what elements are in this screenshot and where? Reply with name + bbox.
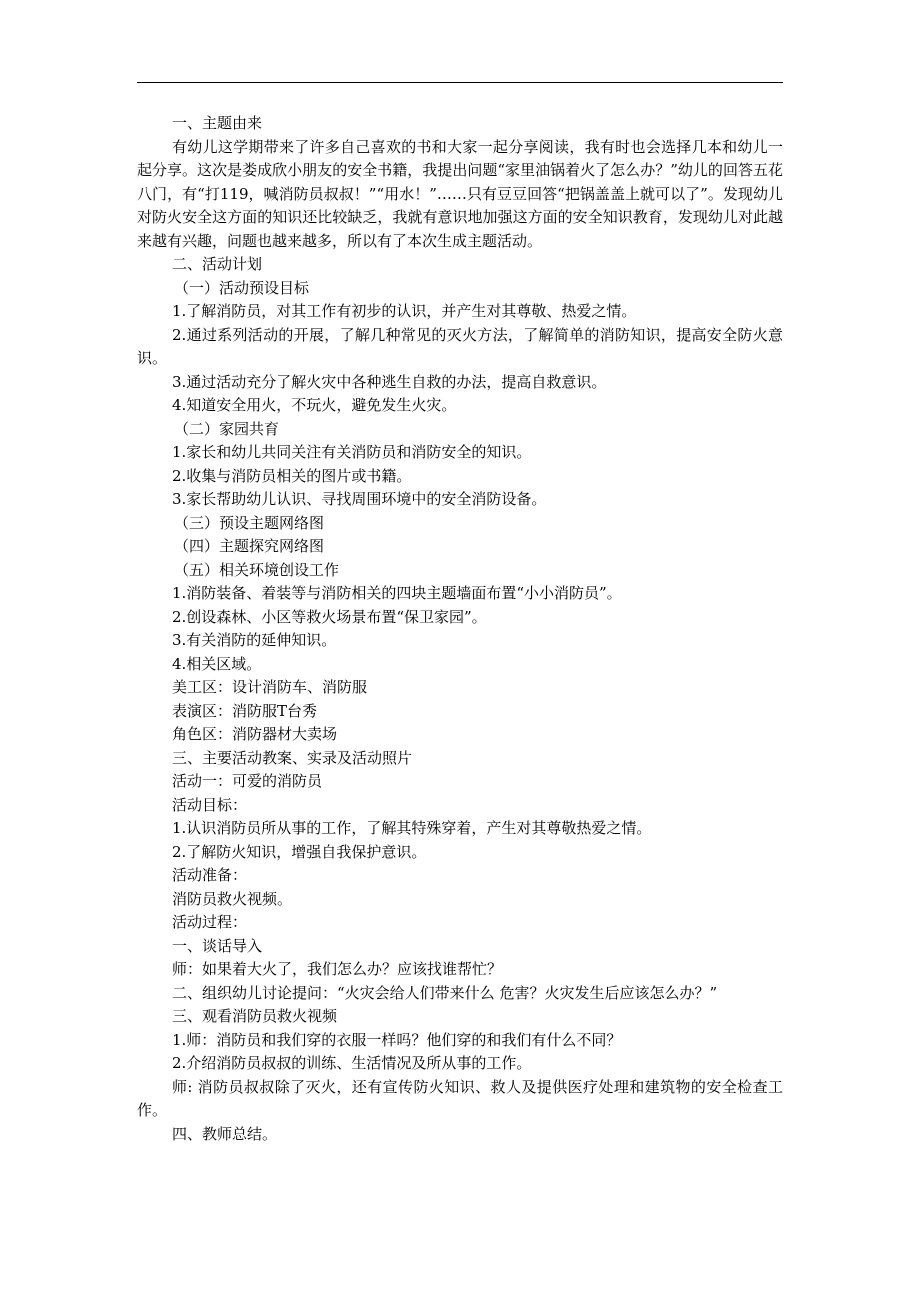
paragraph: 三、主要活动教案、实录及活动照片 bbox=[172, 748, 413, 767]
paragraph: 1.家长和幼儿共同关注有关消防员和消防安全的知识。 bbox=[172, 443, 532, 461]
paragraph: （五）相关环境创设工作 bbox=[174, 560, 340, 579]
paragraph: 2.通过系列活动的开展，了解几种常见的灭火方法，了解简单的消防知识，提高安全防火意识。 bbox=[137, 325, 783, 367]
paragraph: 活动过程： bbox=[172, 913, 248, 931]
paragraph: （二）家园共育 bbox=[174, 419, 280, 438]
paragraph: 2.创设森林、小区等救火场景布置“保卫家园”。 bbox=[172, 607, 487, 626]
paragraph: 有幼儿这学期带来了许多自己喜欢的书和大家一起分享阅读，我有时也会选择几本和幼儿一起分享。这次是娄成欣小朋友的安全书籍，我提出问题“家里油锅着火了怎么办？”幼儿的回答五花八门，有“打119，喊消防员叔叔！”“用水！”……只有豆豆回答“把锅盖盖上就可以了”。发现幼儿对防火安全这方面的知识还比较缺乏，我就有意识地加强这方面的安全知识教育，发现幼儿对此越来越有兴趣，问题也越来越多，所以有了本次生成主题活动。 bbox=[137, 137, 783, 250]
paragraph: 2.介绍消防员叔叔的训练、生活情况及所从事的工作。 bbox=[172, 1054, 532, 1072]
paragraph: 师: 消防员叔叔除了灭火，还有宣传防火知识、救人及提供医疗处理和建筑物的安全检查工作。 bbox=[137, 1077, 783, 1119]
paragraph: 4.相关区域。 bbox=[172, 654, 262, 673]
paragraph: 4.知道安全用火，不玩火，避免发生火灾。 bbox=[172, 396, 457, 414]
paragraph: 师：如果着大火了，我们怎么办？应该找谁帮忙？ bbox=[172, 960, 503, 978]
paragraph: 活动目标： bbox=[172, 795, 248, 814]
paragraph: 四、教师总结。 bbox=[172, 1124, 278, 1143]
paragraph: 2.了解防火知识，增强自我保护意识。 bbox=[172, 842, 427, 861]
paragraph: 三、观看消防员救火视频 bbox=[172, 1007, 338, 1025]
paragraph: 二、活动计划 bbox=[172, 255, 263, 273]
paragraph: 一、主题由来 bbox=[172, 114, 263, 132]
paragraph: 1.师：消防员和我们穿的衣服一样吗？他们穿的和我们有什么不同？ bbox=[172, 1030, 622, 1049]
paragraph: 3.家长帮助幼儿认识、寻找周围环境中的安全消防设备。 bbox=[172, 490, 547, 508]
paragraph: 表演区：消防服T台秀 bbox=[172, 701, 318, 720]
paragraph: 一、谈话导入 bbox=[172, 936, 263, 955]
paragraph: 二、组织幼儿讨论提问：“火灾会给人们带来什么 危害？火灾发生后应该怎么办？” bbox=[172, 983, 718, 1002]
header-divider bbox=[137, 82, 783, 83]
paragraph: 美工区：设计消防车、消防服 bbox=[172, 678, 368, 696]
paragraph: （三）预设主题网络图 bbox=[174, 513, 325, 532]
paragraph: 3.通过活动充分了解火灾中各种逃生自救的办法，提高自救意识。 bbox=[172, 372, 607, 391]
paragraph: 2.收集与消防员相关的图片或书籍。 bbox=[172, 466, 412, 485]
paragraph: 活动一：可爱的消防员 bbox=[172, 772, 323, 790]
paragraph: 3.有关消防的延伸知识。 bbox=[172, 631, 337, 649]
document-body bbox=[137, 112, 783, 1146]
paragraph: 消防员救火视频。 bbox=[172, 889, 293, 908]
paragraph: （四）主题探究网络图 bbox=[174, 537, 325, 555]
paragraph: 1.了解消防员，对其工作有初步的认识，并产生对其尊敬、热爱之情。 bbox=[172, 302, 637, 320]
paragraph: 1.消防装备、着装等与消防相关的四块主题墙面布置“小小消防员”。 bbox=[172, 584, 622, 602]
paragraph: 角色区：消防器材大卖场 bbox=[172, 725, 338, 743]
paragraph: 1.认识消防员所从事的工作，了解其特殊穿着，产生对其尊敬热爱之情。 bbox=[172, 819, 652, 837]
paragraph: （一）活动预设目标 bbox=[174, 278, 310, 297]
paragraph: 活动准备： bbox=[172, 866, 248, 884]
